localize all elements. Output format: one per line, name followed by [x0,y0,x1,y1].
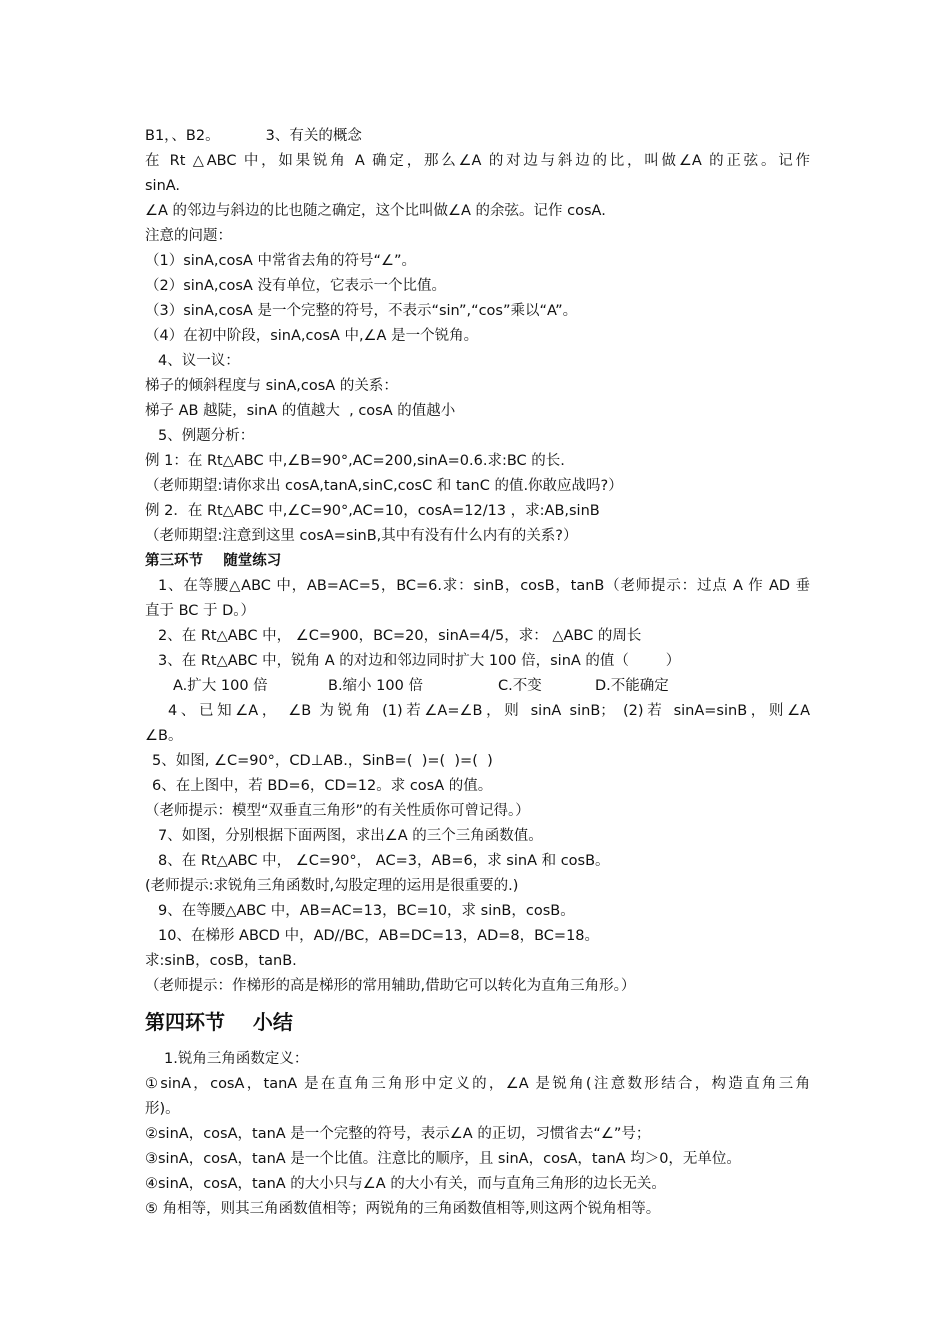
teacher-note: (老师提示:求锐角三角函数时,勾股定理的运用是很重要的.) [145,878,519,894]
note-item: （3）sinA,cosA 是一个完整的符号，不表示“sin”,“cos”乘以“A”。 [145,303,578,319]
text-line: 梯子的倾斜程度与 sinA,cosA 的关系： [145,378,398,394]
section-heading: 4、议一议： [158,353,240,369]
text-line: ∠B。 [145,728,183,744]
teacher-note: （老师提示：模型“双垂直三角形”的有关性质你可曾记得。） [145,803,530,819]
section-title-practice: 第三环节 随堂练习 [145,553,282,569]
note-item: （2）sinA,cosA 没有单位，它表示一个比值。 [145,278,446,294]
option-d: D.不能确定 [595,678,669,694]
exercise-3-options [145,674,810,699]
text-line: 形)。 [145,1101,180,1117]
exercise-8: 8、在 Rt△ABC 中， ∠C=90°， AC=3，AB=6，求 sinA 和 cosB。 [158,853,610,869]
exercise-10: 10、在梯形 ABCD 中，AD//BC，AB=DC=13，AD=8，BC=18。 [158,928,600,944]
teacher-note: （老师期望:请你求出 cosA,tanA,sinC,cosC 和 tanC 的值.你敢应战吗?） [145,478,623,494]
exercise-9: 9、在等腰△ABC 中，AB=AC=13，BC=10，求 sinB，cosB。 [158,903,575,919]
exercise-1: 1、在等腰△ABC 中，AB=AC=5，BC=6.求：sinB，cosB，tanB（老师提示：过点 A 作 AD 垂 [158,578,810,594]
text-line: 直于 BC 于 D。） [145,603,256,619]
option-c: C.不变 [498,678,542,694]
section-title-summary: 第四环节 小结 [145,1010,293,1034]
exercise-6: 6、在上图中，若 BD=6，CD=12。求 cosA 的值。 [152,778,493,794]
note-item: （1）sinA,cosA 中常省去角的符号“∠”。 [145,253,416,269]
exercise-5: 5、如图, ∠C=90°，CD⊥AB.，SinB=( )=( )=( ) [152,753,493,769]
text-line: 梯子 AB 越陡，sinA 的值越大 , cosA 的值越小 [145,403,456,419]
exercise-3: 3、在 Rt△ABC 中，锐角 A 的对边和邻边同时扩大 100 倍，sinA 的值（ ） [158,653,681,669]
exercise-4: 4、已知∠A， ∠B 为锐角 (1)若∠A=∠B，则 sinA sinB； (2)若 sinA=sinB，则∠A [168,703,810,719]
definition-sine: 在 Rt △ABC 中，如果锐角 A 确定，那么∠A 的对边与斜边的比，叫做∠A 的正弦。记作 [145,153,810,169]
definition-cosine: ∠A 的邻边与斜边的比也随之确定，这个比叫做∠A 的余弦。记作 cosA. [145,203,606,219]
option-a: A.扩大 100 倍 [173,678,268,694]
summary-item-1: ①sinA，cosA，tanA 是在直角三角形中定义的，∠A 是锐角(注意数形结合，构造直角三角 [145,1076,810,1092]
document-body [145,124,810,1222]
summary-item-4: ④sinA，cosA，tanA 的大小只与∠A 的大小有关，而与直角三角形的边长无关。 [145,1176,666,1192]
teacher-note: （老师期望:注意到这里 cosA=sinB,其中有没有什么内有的关系?） [145,528,578,544]
exercise-7: 7、如图，分别根据下面两图，求出∠A 的三个三角函数值。 [158,828,543,844]
example-2: 例 2．在 Rt△ABC 中,∠C=90°,AC=10，cosA=12/13 ，求:AB,sinB [145,503,600,519]
summary-item-3: ③sinA，cosA，tanA 是一个比值。注意比的顺序，且 sinA，cosA，tanA 均＞0，无单位。 [145,1151,741,1167]
option-b: B.缩小 100 倍 [328,678,423,694]
example-1: 例 1：在 Rt△ABC 中,∠B=90°,AC=200,sinA=0.6.求:BC 的长. [145,453,565,469]
summary-item-2: ②sinA，cosA，tanA 是一个完整的符号，表示∠A 的正切，习惯省去“∠”号； [145,1126,651,1142]
note-item: （4）在初中阶段，sinA,cosA 中,∠A 是一个锐角。 [145,328,479,344]
summary-heading: 1.锐角三角函数定义： [164,1051,309,1067]
text-line: 求:sinB，cosB，tanB. [145,953,297,969]
exercise-2: 2、在 Rt△ABC 中， ∠C=900，BC=20，sinA=4/5，求： △ABC 的周长 [158,628,642,644]
text-line: 注意的问题： [145,228,232,244]
summary-item-5: ⑤ 角相等，则其三角函数值相等；两锐角的三角函数值相等,则这两个锐角相等。 [145,1201,661,1217]
teacher-note: （老师提示：作梯形的高是梯形的常用辅助,借助它可以转化为直角三角形。） [145,978,636,994]
section-heading: 5、例题分析： [158,428,255,444]
text-line: B1，、B2。 3、有关的概念 [145,128,362,144]
text-line: sinA. [145,178,181,194]
